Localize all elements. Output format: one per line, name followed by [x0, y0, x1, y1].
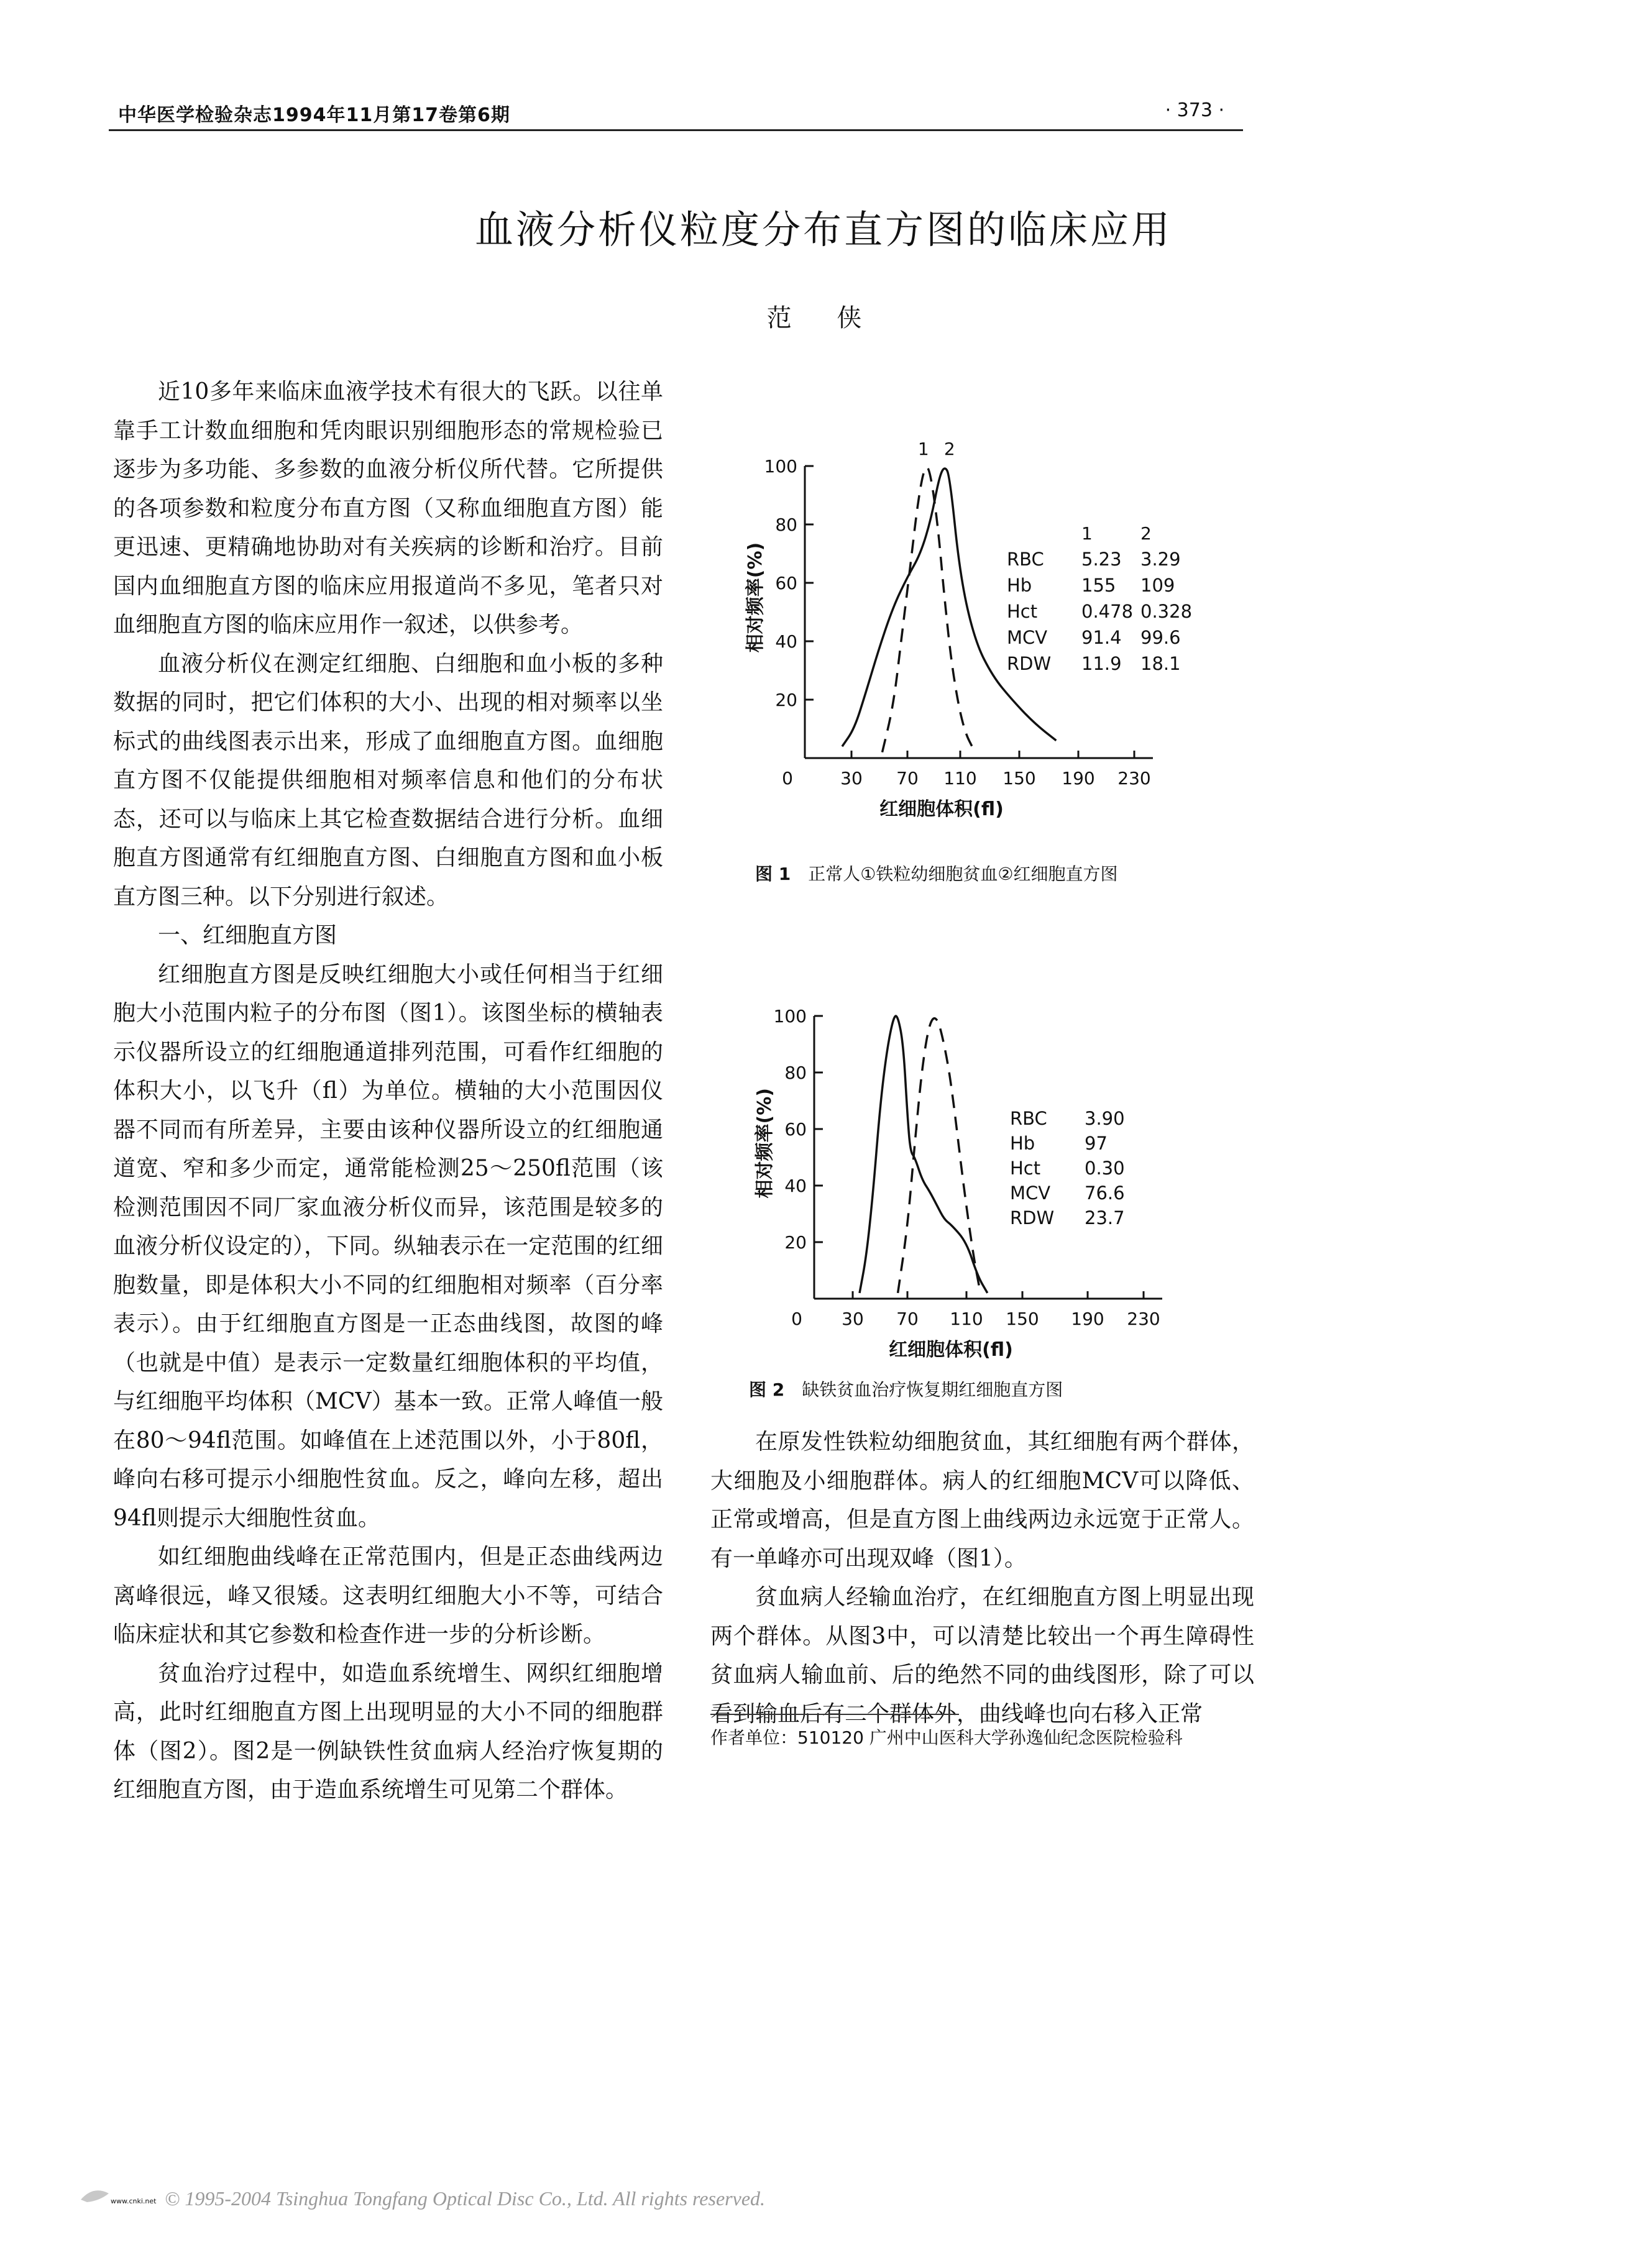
- y-tick-label: 40: [775, 631, 797, 652]
- table-header: 1: [1081, 523, 1093, 544]
- x-tick-label: 150: [1002, 768, 1036, 789]
- x-tick-label: 0: [791, 1309, 802, 1329]
- series-line-1: [883, 467, 975, 752]
- paragraph: 血液分析仪在测定红细胞、白细胞和血小板的多种数据的同时，把它们体积的大小、出现的相对频率以坐标式的曲线图表示出来，形成了血细胞直方图。血细胞直方图不仅能提供细胞相对频率信息和他们的分布状态，还可以与临床上其它检查数据结合进行分析。血细胞直方图通常有红细胞直方图、白细胞直方图和血小板直方图三种。以下分别进行叙述。: [113, 651, 663, 910]
- y-tick-label: 20: [775, 690, 797, 710]
- running-head: 中华医学检验杂志1994年11月第17卷第6期: [118, 104, 510, 126]
- paragraph: 在原发性铁粒幼细胞贫血，其红细胞有两个群体，大细胞及小细胞群体。病人的红细胞MCV可以降低、正常或增高，但是直方图上曲线两边永远宽于正常人。有一单峰亦可出现双峰（图1）。: [710, 1429, 1254, 1571]
- article-title: 血液分析仪粒度分布直方图的临床应用: [474, 207, 1172, 252]
- x-tick-label: 70: [896, 1309, 919, 1329]
- y-axis-label: 相对频率(%): [745, 542, 766, 653]
- x-tick-label: 70: [896, 768, 919, 789]
- table-param-name: RDW: [1010, 1207, 1055, 1228]
- y-tick-label: 100: [764, 456, 797, 477]
- x-axis-label: 红细胞体积(fl): [889, 1339, 1013, 1361]
- logo-text: www.cnki.net: [111, 2197, 157, 2205]
- table-value: 3.29: [1140, 549, 1181, 570]
- x-tick-label: 30: [842, 1309, 864, 1329]
- x-tick-label: 150: [1006, 1309, 1039, 1329]
- right-column: [710, 1423, 1254, 1734]
- table-value: 99.6: [1140, 627, 1181, 648]
- table-param-name: MCV: [1007, 627, 1048, 648]
- paragraph: 贫血病人经输血治疗，在红细胞直方图上明显出现两个群体。从图3中，可以清楚比较出一个再生障碍性贫血病人输血前、后的绝然不同的曲线图形，除了可以看到输血后有二个群体外，曲线峰也向右移入正常: [710, 1584, 1254, 1727]
- table-param-name: Hb: [1010, 1133, 1035, 1154]
- paragraph: 近10多年来临床血液学技术有很大的飞跃。以往单靠手工计数血细胞和凭肉眼识别细胞形态的常规检验已逐步为多功能、多参数的血液分析仪所代替。它所提供的各项参数和粒度分布直方图（又称血细胞直方图）能更迅速、更精确地协助对有关疾病的诊断和治疗。目前国内血细胞直方图的临床应用报道尚不多见，笔者只对血细胞直方图的临床应用作一叙述，以供参考。: [113, 379, 663, 638]
- copyright-notice: © 1995-2004 Tsinghua Tongfang Optical Disc Co., Ltd. All rights reserved.: [165, 2187, 766, 2210]
- y-axis-label: 相对频率(%): [754, 1088, 776, 1199]
- table-value: 23.7: [1085, 1207, 1125, 1228]
- y-tick-label: 80: [775, 514, 797, 535]
- figure-2-chart: [733, 969, 1255, 1361]
- x-tick-label: 110: [943, 768, 977, 789]
- x-tick-label: 190: [1071, 1309, 1104, 1329]
- table-param-name: RDW: [1007, 653, 1052, 674]
- figure-1-caption: [755, 861, 1117, 885]
- table-value: 91.4: [1081, 627, 1122, 648]
- x-tick-label: 230: [1127, 1309, 1160, 1329]
- table-value: 18.1: [1140, 653, 1181, 674]
- table-value: 109: [1140, 575, 1175, 596]
- paragraph: 红细胞直方图是反映红细胞大小或任何相当于红细胞大小范围内粒子的分布图（图1）。该图坐标的横轴表示仪器所设立的红细胞通道排列范围，可看作红细胞的体积大小，以飞升（fl）为单位。横轴的大小范围因仪器不同而有所差异，主要由该种仪器所设立的红细胞通道宽、窄和多少而定，通常能检测25～250fl范围（该检测范围因不同厂家血液分析仪而异，该范围是较多的血液分析仪设定的），下同。纵轴表示在一定范围的红细胞数量，即是体积大小不同的红细胞相对频率（百分率表示）。由于红细胞直方图是一正态曲线图，故图的峰（也就是中值）是表示一定数量红细胞体积的平均值，与红细胞平均体积（MCV）基本一致。正常人峰值一般在80～94fl范围。如峰值在上述范围以外，小于80fl，峰向右移可提示小细胞性贫血。反之，峰向左移，超出94fl则提示大细胞性贫血。: [113, 961, 663, 1531]
- y-tick-label: 60: [775, 573, 797, 593]
- figure-2-caption: [749, 1376, 1063, 1401]
- table-value: 0.30: [1085, 1158, 1125, 1179]
- x-tick-label: 230: [1117, 768, 1151, 789]
- table-header: 2: [1140, 523, 1152, 544]
- table-value: 97: [1085, 1133, 1108, 1154]
- table-param-name: Hct: [1007, 601, 1038, 622]
- x-tick-label: 190: [1062, 768, 1095, 789]
- table-param-name: RBC: [1010, 1108, 1047, 1129]
- peak-label-2: 2: [943, 439, 955, 459]
- table-param-name: Hct: [1010, 1158, 1041, 1179]
- table-param-name: MCV: [1010, 1182, 1051, 1204]
- figure-1-label: 图 1: [755, 864, 791, 884]
- table-value: 155: [1081, 575, 1116, 596]
- table-value: 3.90: [1085, 1108, 1125, 1129]
- page-number: · 373 ·: [1165, 99, 1224, 121]
- section-heading: 一、红细胞直方图: [158, 923, 337, 948]
- x-axis-label: 红细胞体积(fl): [879, 798, 1004, 820]
- paragraph: 如红细胞曲线峰在正常范围内，但是正态曲线两边离峰很远，峰又很矮。这表明红细胞大小不等，可结合临床症状和其它参数和检查作进一步的分析诊断。: [113, 1544, 663, 1647]
- y-tick-label: 80: [784, 1063, 807, 1083]
- table-value: 76.6: [1085, 1182, 1125, 1204]
- x-tick-label: 110: [950, 1309, 983, 1329]
- peak-label-1: 1: [917, 439, 929, 459]
- table-value: 11.9: [1081, 653, 1122, 674]
- cnki-logo-icon: [75, 2182, 157, 2207]
- author-affiliation-footnote: 作者单位：510120 广州中山医科大学孙逸仙纪念医院检验科: [710, 1727, 1183, 1748]
- article-author: 范 侠: [766, 304, 881, 332]
- figure-2-caption-text: 缺铁贫血治疗恢复期红细胞直方图: [802, 1379, 1063, 1400]
- y-tick-label: 20: [784, 1232, 807, 1253]
- series-line-2: [898, 1018, 981, 1293]
- figure-2-label: 图 2: [749, 1379, 785, 1400]
- table-value: 0.478: [1081, 601, 1134, 622]
- table-value: 5.23: [1081, 549, 1122, 570]
- left-column: [113, 373, 663, 1810]
- y-tick-label: 60: [784, 1119, 807, 1140]
- figure-1-chart: [733, 423, 1255, 820]
- x-tick-label: 30: [840, 768, 863, 789]
- table-value: 0.328: [1140, 601, 1193, 622]
- paragraph: 贫血治疗过程中，如造血系统增生、网织红细胞增高，此时红细胞直方图上出现明显的大小不同的细胞群体（图2）。图2是一例缺铁性贫血病人经治疗恢复期的红细胞直方图，由于造血系统增生可见第二个群体。: [113, 1660, 663, 1803]
- y-tick-label: 40: [784, 1176, 807, 1196]
- footnote-rule: [710, 1714, 959, 1715]
- table-param-name: RBC: [1007, 549, 1044, 570]
- header-rule: [109, 129, 1243, 131]
- x-tick-label: 0: [782, 768, 793, 789]
- y-tick-label: 100: [773, 1006, 807, 1027]
- table-param-name: Hb: [1007, 575, 1032, 596]
- figure-1-caption-text: 正常人①铁粒幼细胞贫血②红细胞直方图: [808, 864, 1118, 884]
